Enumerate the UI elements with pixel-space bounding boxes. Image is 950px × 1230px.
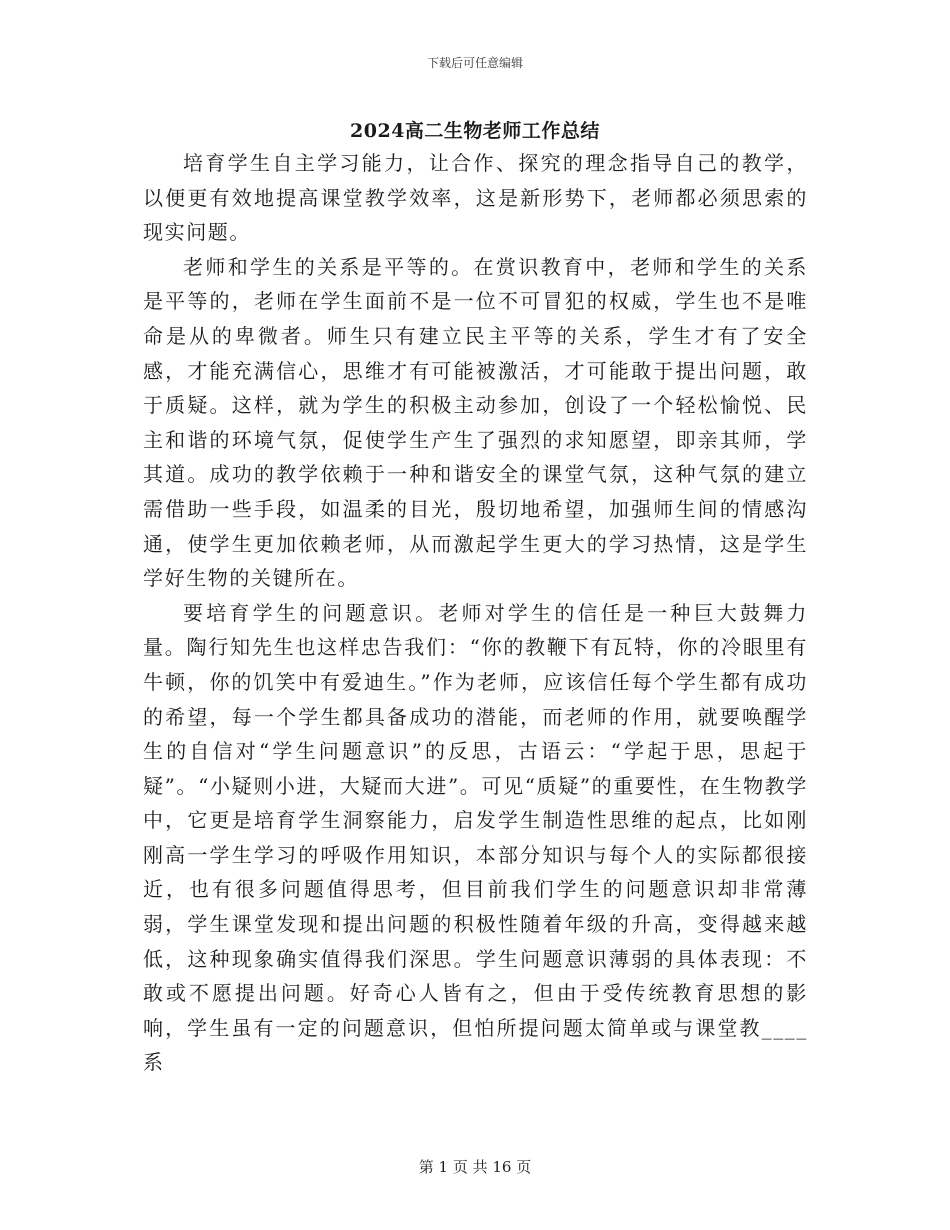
paragraph-2: 老师和学生的关系是平等的。在赏识教育中，老师和学生的关系是平等的，老师在学生面前不是一位不可冒犯的权威，学生也不是唯命是从的卑微者。师生只有建立民主平等的关系，学生才有了安全感，才能充满信心，思维才有可能被激活，才可能敢于提出问题，敢于质疑。这样，就为学生的积极主动参加，创设了一个轻松愉悦、民主和谐的环境气氛，促使学生产生了强烈的求知愿望，即亲其师，学其道。成功的教学依赖于一种和谐安全的课堂气氛，这种气氛的建立需借助一些手段，如温柔的目光，殷切地希望，加强师生间的情感沟通，使学生更加依赖老师，从而激起学生更大的学习热情，这是学生学好生物的关键所在。 <box>143 254 808 591</box>
paragraph-3: 要培育学生的问题意识。老师对学生的信任是一种巨大鼓舞力量。陶行知先生也这样忠告我们：“你的教鞭下有瓦特，你的冷眼里有牛顿，你的饥笑中有爱迪生。”作为老师，应该信任每个学生都有成功的希望，每一个学生都具备成功的潜能，而老师的作用，就要唤醒学生的自信对“学生问题意识”的反思，古语云：“学起于思，思起于疑”。“小疑则小进，大疑而大进”。可见“质疑”的重要性，在生物教学中，它更是培育学生洞察能力，启发学生制造性思维的起点，比如刚刚高一学生学习的呼吸作用知识，本部分知识与每个人的实际都很接近，也有很多问题值得思考，但目前我们学生的问题意识却非常薄弱，学生课堂发现和提出问题的积极性随着年级的升高，变得越来越低，这种现象确实值得我们深思。学生问题意识薄弱的具体表现：不敢或不愿提出问题。好奇心人皆有之，但由于受传统教育思想的影响，学生虽有一定的问题意识，但怕所提问题太简单或与课堂教____系 <box>143 600 808 1075</box>
page-header-note: 下载后可任意编辑 <box>426 56 523 70</box>
paragraph-1: 培育学生自主学习能力，让合作、探究的理念指导自己的教学，以便更有效地提高课堂教学效率，这是新形势下，老师都必须思索的现实问题。 <box>143 151 808 245</box>
page-number-footer: 第 1 页 共 16 页 <box>418 1158 532 1176</box>
document-body <box>143 146 808 1080</box>
document-title: 2024高二生物老师工作总结 <box>350 120 600 142</box>
